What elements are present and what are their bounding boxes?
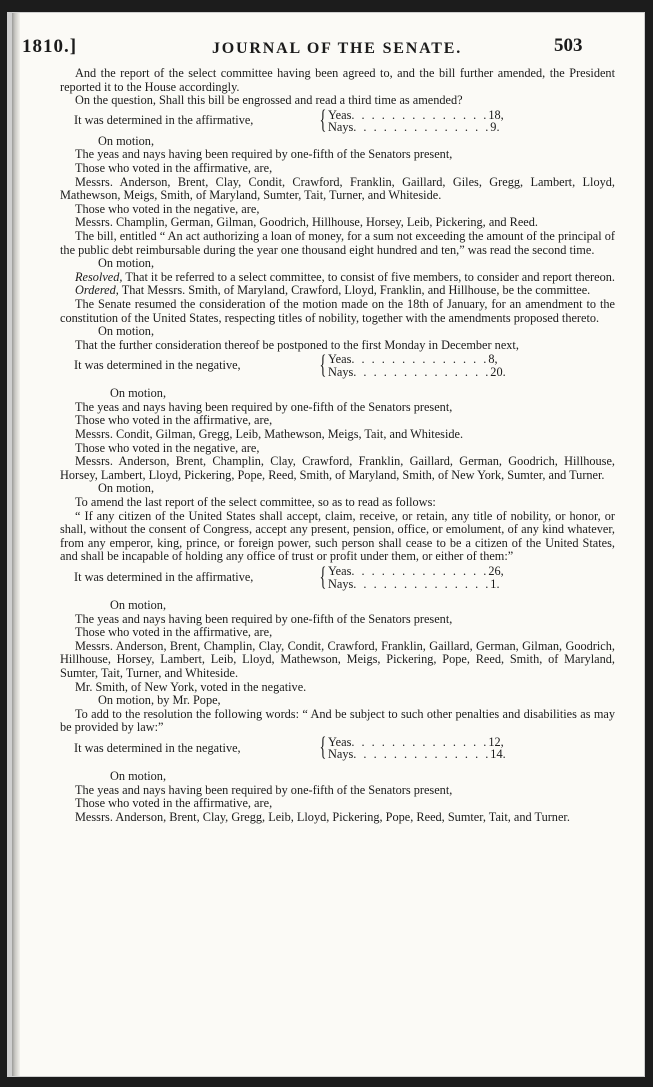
paragraph: On the question, Shall this bill be engrossed and read a third time as amended?: [75, 93, 463, 108]
brace-glyph: {: [319, 105, 327, 135]
resolution-text: That it be referred to a select committee, to consist of five members, to consider and report thereon.: [125, 269, 615, 284]
resolved-label: Resolved,: [75, 269, 123, 284]
nays-count: 14.: [490, 747, 506, 762]
paragraph: That the further consideration thereof be postponed to the first Monday in December next,: [75, 337, 519, 352]
page-spine-shadow: [12, 13, 20, 1076]
senator-list: Messrs. Anderson, Brent, Champlin, Clay, Crawford, Franklin, Gaillard, German, Goodrich, Hillhouse, Horsey, Lambert, Lloyd, Pickering, Pope, Reed, Smith, of Maryland, Smith, of New York, Sumter, and Turner.: [60, 454, 615, 482]
yeas-label: Yeas: [328, 107, 352, 122]
vote-tally: [60, 105, 615, 135]
motion-heading: On motion,: [98, 481, 155, 496]
paragraph: The bill, entitled “ An act authorizing a loan of money, for a sum not exceeding the amount of the principal of the public debt reimbursable during the year one thousand eight hundred and ten,” was read the second time.: [60, 228, 615, 257]
leader-dots: . . . . . . . . . . . . . .: [351, 107, 489, 122]
yeas-count: 18,: [488, 107, 504, 122]
paragraph: The yeas and nays having been required by one-fifth of the Senators present,: [75, 782, 453, 797]
paragraph: And the report of the select committee having been agreed to, and the bill further amended, the President reported it to the House accordingly.: [60, 66, 615, 94]
senator-list: Messrs. Anderson, Brent, Clay, Condit, Crawford, Franklin, Gaillard, Giles, Gregg, Lambert, Lloyd, Mathewson, Meigs, Smith, of Maryland, Sumter, Tait, Turner, and Whiteside.: [60, 174, 615, 203]
paragraph: Those who voted in the negative, are,: [75, 440, 260, 455]
vote-result-label: It was determined in the negative,: [74, 740, 241, 755]
brace-glyph: {: [319, 561, 327, 591]
vote-tally: [60, 349, 615, 379]
leader-dots: . . . . . . . . . . . . . .: [353, 120, 491, 135]
motion-heading: On motion,: [110, 768, 167, 783]
paragraph: The yeas and nays having been required by one-fifth of the Senators present,: [75, 147, 453, 162]
nays-count: 1.: [490, 576, 500, 591]
vote-tally: [60, 561, 615, 591]
amendment-text: “ If any citizen of the United States shall accept, claim, receive, or retain, any title of nobility, or honor, or shall, without the consent of Congress, accept any present, pension, office, or emolument, of any kind whatever, from any emperor, king, prince, or foreign power, such person shall cease to be a citizen of the United States, and shall be incapable of holding any office of trust or profit under them, or either of them:”: [60, 508, 615, 564]
paragraph: Mr. Smith, of New York, voted in the negative.: [75, 679, 307, 694]
paragraph: To add to the resolution the following words: “ And be subject to such other penalties and disabilities as may be provided by law:”: [60, 706, 615, 735]
ordered-label: Ordered,: [75, 283, 119, 298]
running-header: [12, 35, 644, 68]
leader-dots: . . . . . . . . . . . . . .: [351, 734, 489, 749]
leader-dots: . . . . . . . . . . . . . .: [353, 747, 491, 762]
paragraph: The yeas and nays having been required by one-fifth of the Senators present,: [75, 611, 453, 626]
yeas-label: Yeas: [328, 352, 352, 367]
paragraph: Those who voted in the negative, are,: [75, 201, 260, 216]
vote-result-label: It was determined in the affirmative,: [74, 113, 254, 128]
nays-label: Nays: [328, 364, 354, 379]
order-text: That Messrs. Smith, of Maryland, Crawford, Lloyd, Franklin, and Hillhouse, be the committee.: [121, 283, 591, 298]
senator-list: Messrs. Condit, Gilman, Gregg, Leib, Mathewson, Meigs, Tait, and Whiteside.: [75, 427, 464, 442]
resolution: [60, 271, 615, 285]
motion-heading: On motion, by Mr. Pope,: [98, 693, 221, 708]
yeas-count: 12,: [488, 734, 504, 749]
motion-heading: On motion,: [110, 386, 167, 401]
paragraph: Those who voted in the affirmative, are,: [75, 796, 273, 811]
nays-count: 9.: [490, 120, 500, 135]
paragraph: Those who voted in the affirmative, are,: [75, 160, 273, 175]
journal-page: [12, 13, 644, 1076]
leader-dots: . . . . . . . . . . . . . .: [351, 564, 489, 578]
yeas-label: Yeas: [328, 734, 352, 749]
paragraph: To amend the last report of the select committee, so as to read as follows:: [75, 495, 436, 510]
nays-count: 20.: [490, 364, 506, 379]
yeas-count: 8,: [488, 352, 498, 367]
leader-dots: . . . . . . . . . . . . . .: [353, 364, 491, 379]
order: [60, 284, 615, 298]
leader-dots: . . . . . . . . . . . . . .: [351, 352, 489, 367]
brace-glyph: {: [319, 732, 327, 762]
header-title: JOURNAL OF THE SENATE.: [212, 40, 463, 57]
motion-heading: On motion,: [98, 133, 155, 148]
motion-heading: On motion,: [110, 598, 167, 612]
paragraph: The Senate resumed the consideration of the motion made on the 18th of January, for an amendment to the constitution of the United States, respecting titles of nobility, together with the amendments proposed thereto.: [60, 296, 615, 325]
nays-label: Nays: [328, 747, 354, 762]
senator-list: Messrs. Anderson, Brent, Champlin, Clay, Condit, Crawford, Franklin, Gaillard, German, Gilman, Goodrich, Hillhouse, Horsey, Lambert, Leib, Lloyd, Mathewson, Meigs, Pickering, Pope, Reed, Smith, of Maryland, Sumter, Tait, Turner, and Whiteside.: [60, 638, 615, 680]
nays-label: Nays: [328, 120, 354, 135]
page-body: [60, 67, 615, 824]
paragraph: Those who voted in the affirmative, are,: [75, 413, 273, 428]
paragraph: Those who voted in the affirmative, are,: [75, 625, 273, 640]
vote-tally: [60, 732, 615, 762]
header-year: 1810.]: [22, 36, 78, 57]
page-number: 503: [554, 35, 583, 56]
yeas-count: 26,: [488, 564, 504, 578]
nays-label: Nays: [328, 576, 354, 591]
leader-dots: . . . . . . . . . . . . . .: [353, 576, 491, 591]
vote-result-label: It was determined in the affirmative,: [74, 569, 254, 584]
senator-list: Messrs. Anderson, Brent, Clay, Gregg, Leib, Lloyd, Pickering, Pope, Reed, Sumter, Tait, and Turner.: [75, 809, 570, 824]
motion-heading: On motion,: [98, 324, 155, 339]
vote-result-label: It was determined in the negative,: [74, 357, 241, 372]
motion-heading: On motion,: [98, 256, 155, 271]
brace-glyph: {: [319, 349, 327, 379]
yeas-label: Yeas: [328, 564, 352, 578]
senator-list: Messrs. Champlin, German, Gilman, Goodrich, Hillhouse, Horsey, Leib, Pickering, and Reed.: [75, 215, 538, 230]
paragraph: The yeas and nays having been required by one-fifth of the Senators present,: [75, 399, 453, 414]
